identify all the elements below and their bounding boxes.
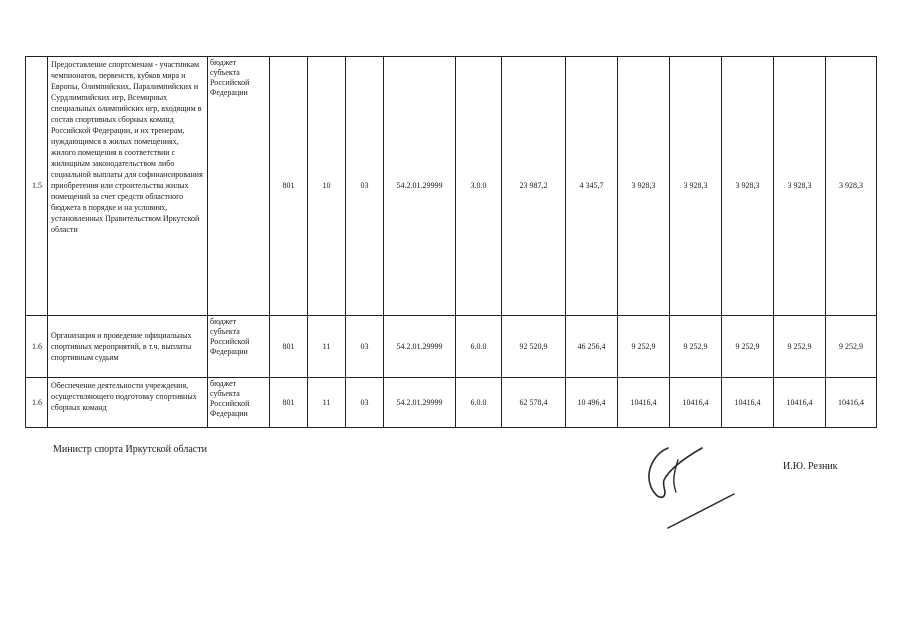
signatory-name: И.Ю. Резник — [783, 461, 838, 472]
code-subsection: 03 — [346, 57, 384, 316]
activity-description — [48, 316, 208, 378]
code-expense-type: 6.0.0 — [456, 316, 502, 378]
amount-year-6: 9 252,9 — [826, 316, 877, 378]
amount-total: 23 987,2 — [502, 57, 566, 316]
amount-year-2: 10416,4 — [618, 378, 670, 428]
budget-table — [25, 56, 877, 428]
amount-year-5: 3 928,3 — [774, 57, 826, 316]
code-subsection: 03 — [346, 378, 384, 428]
funding-source: бюджет субъекта Российской Федерации — [208, 316, 270, 378]
amount-year-1: 46 256,4 — [566, 316, 618, 378]
amount-year-6: 10416,4 — [826, 378, 877, 428]
amount-year-5: 10416,4 — [774, 378, 826, 428]
amount-year-1: 4 345,7 — [566, 57, 618, 316]
amount-year-6: 3 928,3 — [826, 57, 877, 316]
amount-year-1: 10 496,4 — [566, 378, 618, 428]
code-subsection: 03 — [346, 316, 384, 378]
code-expense-type: 3.0.0 — [456, 57, 502, 316]
table-row — [26, 57, 877, 316]
amount-year-3: 9 252,9 — [670, 316, 722, 378]
amount-year-2: 9 252,9 — [618, 316, 670, 378]
row-number: 1.5 — [26, 57, 48, 316]
funding-source: бюджет субъекта Российской Федерации — [208, 57, 270, 316]
code-section: 10 — [308, 57, 346, 316]
row-number: 1.6 — [26, 316, 48, 378]
amount-year-2: 3 928,3 — [618, 57, 670, 316]
code-grbs: 801 — [270, 316, 308, 378]
row-number: 1.6 — [26, 378, 48, 428]
code-section: 11 — [308, 316, 346, 378]
amount-total: 92 520,9 — [502, 316, 566, 378]
funding-source: бюджет субъекта Российской Федерации — [208, 378, 270, 428]
amount-total: 62 578,4 — [502, 378, 566, 428]
amount-year-4: 10416,4 — [722, 378, 774, 428]
code-grbs: 801 — [270, 57, 308, 316]
activity-description-text: Организация и проведение официальных спортивных мероприятий, в т.ч. выплаты спортивным судьям — [51, 331, 192, 362]
handwritten-signature — [640, 440, 750, 535]
table-row — [26, 316, 877, 378]
activity-description — [48, 378, 208, 428]
code-section: 11 — [308, 378, 346, 428]
code-grbs: 801 — [270, 378, 308, 428]
amount-year-4: 9 252,9 — [722, 316, 774, 378]
amount-year-5: 9 252,9 — [774, 316, 826, 378]
signatory-position: Министр спорта Иркутской области — [53, 444, 207, 455]
code-target-article: 54.2.01.29999 — [384, 316, 456, 378]
activity-description-text: Предоставление спортсменам - участникам чемпионатов, первенств, кубков мира и Европы, Олимпийских, Паралимпийских и Сурдлимпийских игр, Всемирных специальных олимпийских игр, входящим в состав спортивных сборных команд Российской Федерации, и их тренерам, нуждающимся в жилых помещениях, жилого помещения в соответствии с жилищным законодательством либо социальной выплаты для софинансирования приобретения или строительства жилых помещений за счет средств областного бюджета в порядке и на условиях, установленных Правительством Иркутской области — [51, 60, 203, 234]
code-target-article: 54.2.01.29999 — [384, 57, 456, 316]
activity-description-text: Обеспечение деятельности учреждения, осуществляющего подготовку спортивных сборных команд — [51, 381, 197, 412]
amount-year-3: 10416,4 — [670, 378, 722, 428]
activity-description — [48, 57, 208, 316]
code-expense-type: 6.0.0 — [456, 378, 502, 428]
code-target-article: 54.2.01.29999 — [384, 378, 456, 428]
amount-year-3: 3 928,3 — [670, 57, 722, 316]
table-row — [26, 378, 877, 428]
amount-year-4: 3 928,3 — [722, 57, 774, 316]
